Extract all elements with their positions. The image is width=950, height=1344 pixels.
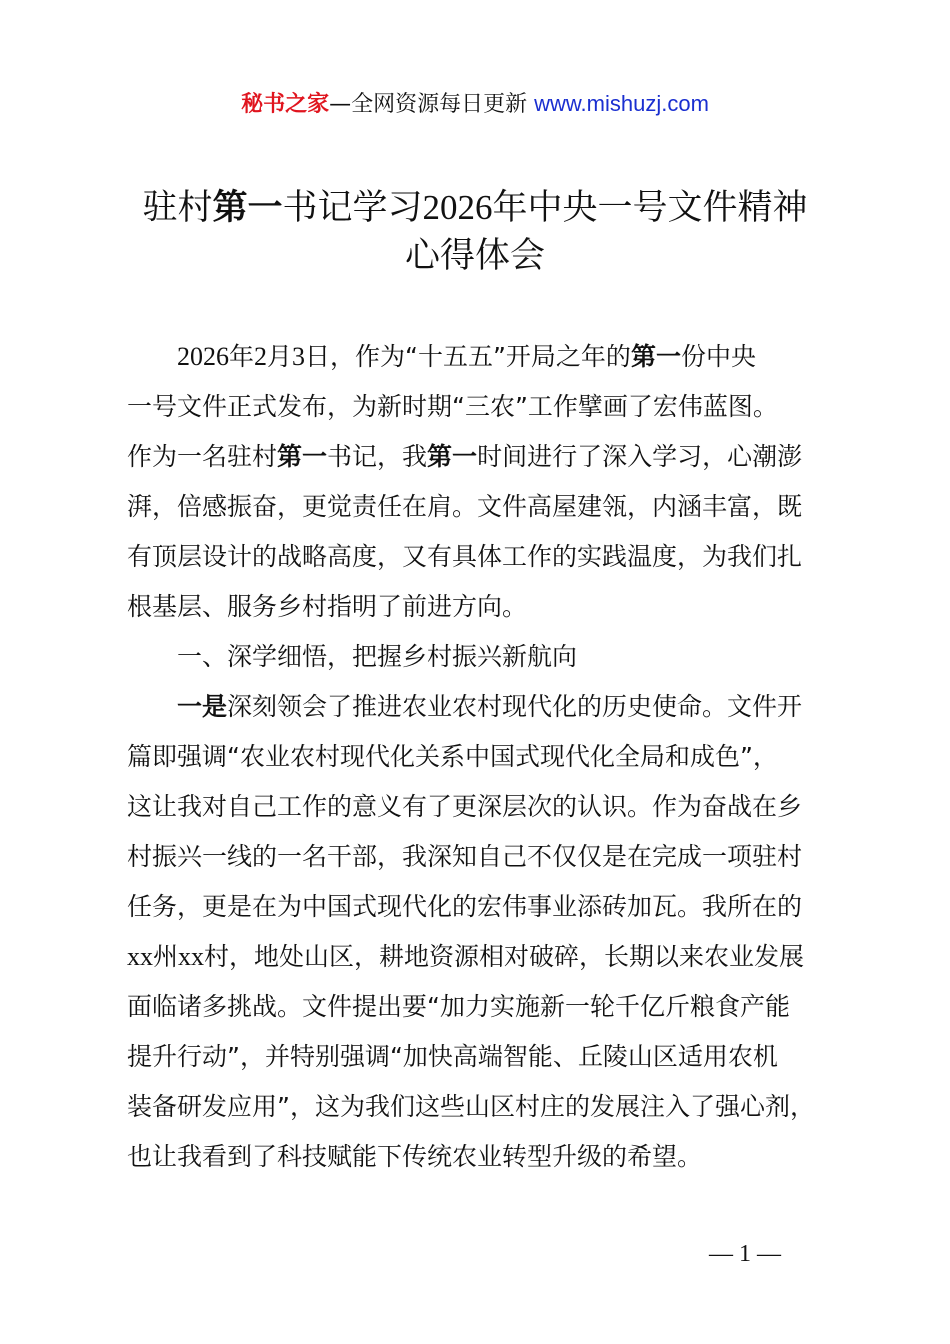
section-heading: 一、深学细悟，把握乡村振兴新航向 <box>177 642 578 671</box>
text-line: 这让我对自己工作的意义有了更深层次的认识。作为奋战在乡 <box>127 792 803 821</box>
text-line: 湃，倍感振奋，更觉责任在肩。文件高屋建瓴，内涵丰富，既 <box>127 492 803 521</box>
document-title <box>100 184 850 280</box>
text-line: 村振兴一线的一名干部，我深知自己不仅仅是在完成一项驻村 <box>127 842 803 871</box>
text-line: 一是深刻领会了推进农业农村现代化的历史使命。文件开 <box>177 692 803 721</box>
paragraph-point-one <box>127 682 847 1182</box>
title-line-1: 驻村第一书记学习2026年中央一号文件精神 <box>142 188 808 228</box>
site-header <box>0 86 950 123</box>
text-line: 也让我看到了科技赋能下传统农业转型升级的希望。 <box>127 1142 703 1171</box>
text-line: 任务，更是在为中国式现代化的宏伟事业添砖加瓦。我所在的 <box>127 892 803 921</box>
document-body <box>127 332 847 1182</box>
text-line: 面临诸多挑战。文件提出要“加力实施新一轮千亿斤粮食产能 <box>127 992 790 1021</box>
title-line-2: 心得体会 <box>404 236 545 276</box>
text-line: 一号文件正式发布，为新时期“三农”工作擘画了宏伟蓝图。 <box>127 392 778 421</box>
site-url-link[interactable]: www.mishuzj.com <box>534 91 709 116</box>
text-line: 装备研发应用”，这为我们这些山区村庄的发展注入了强心剂， <box>127 1092 815 1121</box>
text-line: 作为一名驻村第一书记，我第一时间进行了深入学习，心潮澎 <box>127 442 803 471</box>
text-line: xx州xx村，地处山区，耕地资源相对破碎，长期以来农业发展 <box>127 942 805 971</box>
text-line: 根基层、服务乡村指明了前进方向。 <box>127 592 528 621</box>
header-tagline: —全网资源每日更新 <box>329 92 535 117</box>
text-line: 2026年2月3日，作为“十五五”开局之年的第一份中央 <box>177 342 756 371</box>
text-line: 提升行动”，并特别强调“加快高端智能、丘陵山区适用农机 <box>127 1042 778 1071</box>
page-number: — 1 — <box>709 1241 781 1267</box>
text-line: 有顶层设计的战略高度，又有具体工作的实践温度，为我们扎 <box>127 542 803 571</box>
text-line: 篇即强调“农业农村现代化关系中国式现代化全局和成色”， <box>127 742 778 771</box>
brand-name: 秘书之家 <box>241 92 330 117</box>
paragraph-intro <box>127 332 847 632</box>
